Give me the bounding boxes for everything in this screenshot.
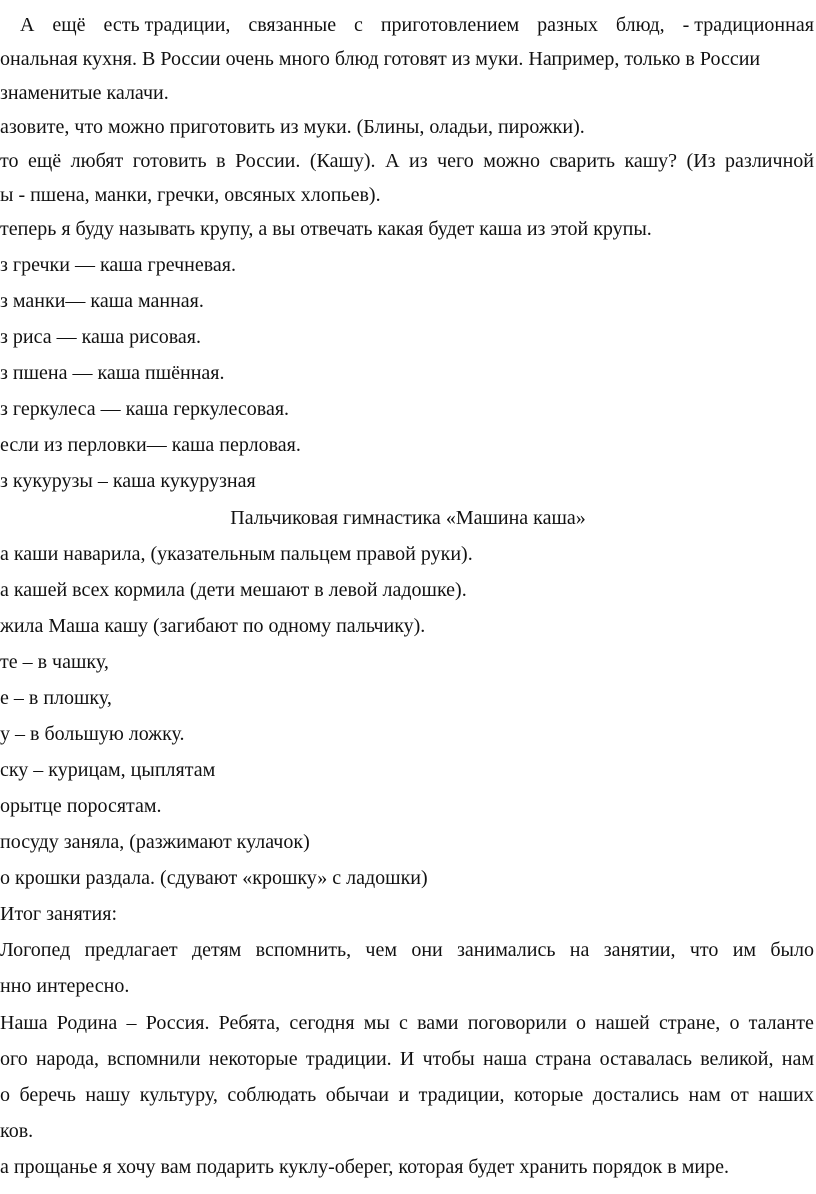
game-intro: теперь я буду называть крупу, а вы отвечать какая будет каша из этой крупы. bbox=[0, 218, 652, 240]
word: в bbox=[216, 150, 226, 172]
word: наших bbox=[758, 1084, 814, 1106]
word: занимались bbox=[457, 939, 556, 961]
word: - традиционная bbox=[682, 14, 814, 36]
word: И bbox=[399, 1048, 415, 1070]
word: о bbox=[0, 1084, 10, 1106]
word: нашу bbox=[85, 1084, 131, 1106]
word: соблюдать bbox=[227, 1084, 317, 1106]
gymnastics-line: ску – курицам, цыплятам bbox=[0, 759, 216, 781]
word: с bbox=[354, 14, 363, 36]
word: сегодня bbox=[289, 1012, 355, 1034]
word: на bbox=[569, 939, 590, 961]
summary-homeland-line-3 bbox=[0, 1080, 816, 1110]
word: разных bbox=[537, 14, 598, 36]
summary-homeland-line-4: ков. bbox=[0, 1120, 34, 1142]
word: Наша bbox=[0, 1012, 48, 1034]
word: – bbox=[126, 1012, 137, 1034]
word: оставалась bbox=[599, 1048, 692, 1070]
word: которые bbox=[514, 1084, 584, 1106]
question-porridge-line-1 bbox=[0, 146, 816, 176]
word: вами bbox=[417, 1012, 459, 1034]
word: сварить bbox=[549, 150, 615, 172]
gymnastics-title: Пальчиковая гимнастика «Машина каша» bbox=[230, 507, 586, 529]
word: страна bbox=[535, 1048, 592, 1070]
porridge-item: з манки— каша манная. bbox=[0, 290, 204, 312]
word: (Кашу). bbox=[309, 150, 376, 172]
word: нашей bbox=[595, 1012, 650, 1034]
word: занятии, bbox=[603, 939, 676, 961]
paragraph-traditions-line-3: знаменитые калачи. bbox=[0, 82, 169, 104]
word: культуру, bbox=[139, 1084, 218, 1106]
word: вспомнить, bbox=[255, 939, 352, 961]
word: из bbox=[409, 150, 428, 172]
word: они bbox=[411, 939, 443, 961]
word: ещё bbox=[52, 14, 86, 36]
paragraph-traditions-line-2: ональная кухня. В России очень много блюд готовят из муки. Например, только в России bbox=[0, 48, 761, 70]
word: мы bbox=[363, 1012, 390, 1034]
question-porridge-line-2: ы - пшена, манки, гречки, овсяных хлопьев). bbox=[0, 184, 381, 206]
word: некоторые bbox=[208, 1048, 298, 1070]
paragraph-traditions-line-1 bbox=[0, 10, 816, 40]
gymnastics-line: о крошки раздала. (сдувают «крошку» с ладошки) bbox=[0, 867, 428, 889]
gymnastics-line: а каши наварила, (указательным пальцем правой руки). bbox=[0, 543, 473, 565]
word: ого bbox=[0, 1048, 28, 1070]
gymnastics-line: е – в плошку, bbox=[0, 687, 112, 709]
question-flour: азовите, что можно приготовить из муки. (Блины, оладьи, пирожки). bbox=[0, 116, 585, 138]
word: детям bbox=[191, 939, 242, 961]
word: приготовлением bbox=[380, 14, 520, 36]
word: о bbox=[729, 1012, 740, 1034]
word: традиции. bbox=[305, 1048, 392, 1070]
word: им bbox=[732, 939, 757, 961]
word: можно bbox=[483, 150, 540, 172]
word: есть традиции, bbox=[103, 14, 231, 36]
word: Россия. bbox=[145, 1012, 210, 1034]
word: чтобы bbox=[422, 1048, 475, 1070]
word: Родина bbox=[56, 1012, 118, 1034]
gymnastics-line: а кашей всех кормила (дети мешают в левой ладошке). bbox=[0, 579, 467, 601]
summary-logoped-line-1 bbox=[0, 935, 816, 965]
word: блюд, bbox=[615, 14, 665, 36]
farewell-line: а прощанье я хочу вам подарить куклу-оберег, которая будет хранить порядок в мире. bbox=[0, 1156, 729, 1178]
word: (Из bbox=[686, 150, 716, 172]
word: и bbox=[398, 1084, 410, 1106]
word: беречь bbox=[19, 1084, 76, 1106]
word: таланте bbox=[748, 1012, 814, 1034]
porridge-item: з кукурузы – каша кукурузная bbox=[0, 470, 256, 492]
word: различной bbox=[725, 150, 814, 172]
word: готовить bbox=[132, 150, 207, 172]
porridge-item: з гречки — каша гречневая. bbox=[0, 254, 237, 276]
word: чем bbox=[365, 939, 397, 961]
word: А bbox=[20, 14, 35, 36]
word: Логопед bbox=[0, 939, 71, 961]
word: стране, bbox=[658, 1012, 721, 1034]
word: от bbox=[730, 1084, 749, 1106]
word: ещё bbox=[27, 150, 62, 172]
word: наша bbox=[482, 1048, 527, 1070]
word: с bbox=[399, 1012, 408, 1034]
summary-logoped-line-2: нно интересно. bbox=[0, 975, 130, 997]
word: традиции, bbox=[418, 1084, 505, 1106]
word: что bbox=[689, 939, 719, 961]
word: о bbox=[576, 1012, 586, 1034]
word: нам bbox=[688, 1084, 721, 1106]
word: достались bbox=[592, 1084, 680, 1106]
word: великой, bbox=[700, 1048, 774, 1070]
word: связанные bbox=[248, 14, 337, 36]
porridge-item: если из перловки— каша перловая. bbox=[0, 434, 301, 456]
gymnastics-line: орытце поросятам. bbox=[0, 795, 162, 817]
word: было bbox=[770, 939, 814, 961]
word: любят bbox=[70, 150, 124, 172]
word: Ребята, bbox=[218, 1012, 281, 1034]
word: кашу? bbox=[624, 150, 678, 172]
porridge-item: з геркулеса — каша геркулесовая. bbox=[0, 398, 290, 420]
gymnastics-line: жила Маша кашу (загибают по одному пальчику). bbox=[0, 615, 426, 637]
gymnastics-line: те – в чашку, bbox=[0, 651, 109, 673]
summary-homeland-line-1 bbox=[0, 1008, 816, 1038]
porridge-item: з риса — каша рисовая. bbox=[0, 326, 202, 348]
word: народа, bbox=[35, 1048, 100, 1070]
word: то bbox=[0, 150, 19, 172]
word: России. bbox=[235, 150, 301, 172]
summary-heading: Итог занятия: bbox=[0, 903, 118, 925]
word: вспомнили bbox=[107, 1048, 201, 1070]
gymnastics-line: у – в большую ложку. bbox=[0, 723, 185, 745]
word: предлагает bbox=[84, 939, 178, 961]
word: нам bbox=[781, 1048, 814, 1070]
summary-homeland-line-2 bbox=[0, 1044, 816, 1074]
porridge-item: з пшена — каша пшённая. bbox=[0, 362, 225, 384]
gymnastics-line: посуду заняла, (разжимают кулачок) bbox=[0, 831, 310, 853]
word: чего bbox=[437, 150, 474, 172]
word: А bbox=[385, 150, 400, 172]
word: поговорили bbox=[467, 1012, 567, 1034]
word: обычаи bbox=[325, 1084, 389, 1106]
